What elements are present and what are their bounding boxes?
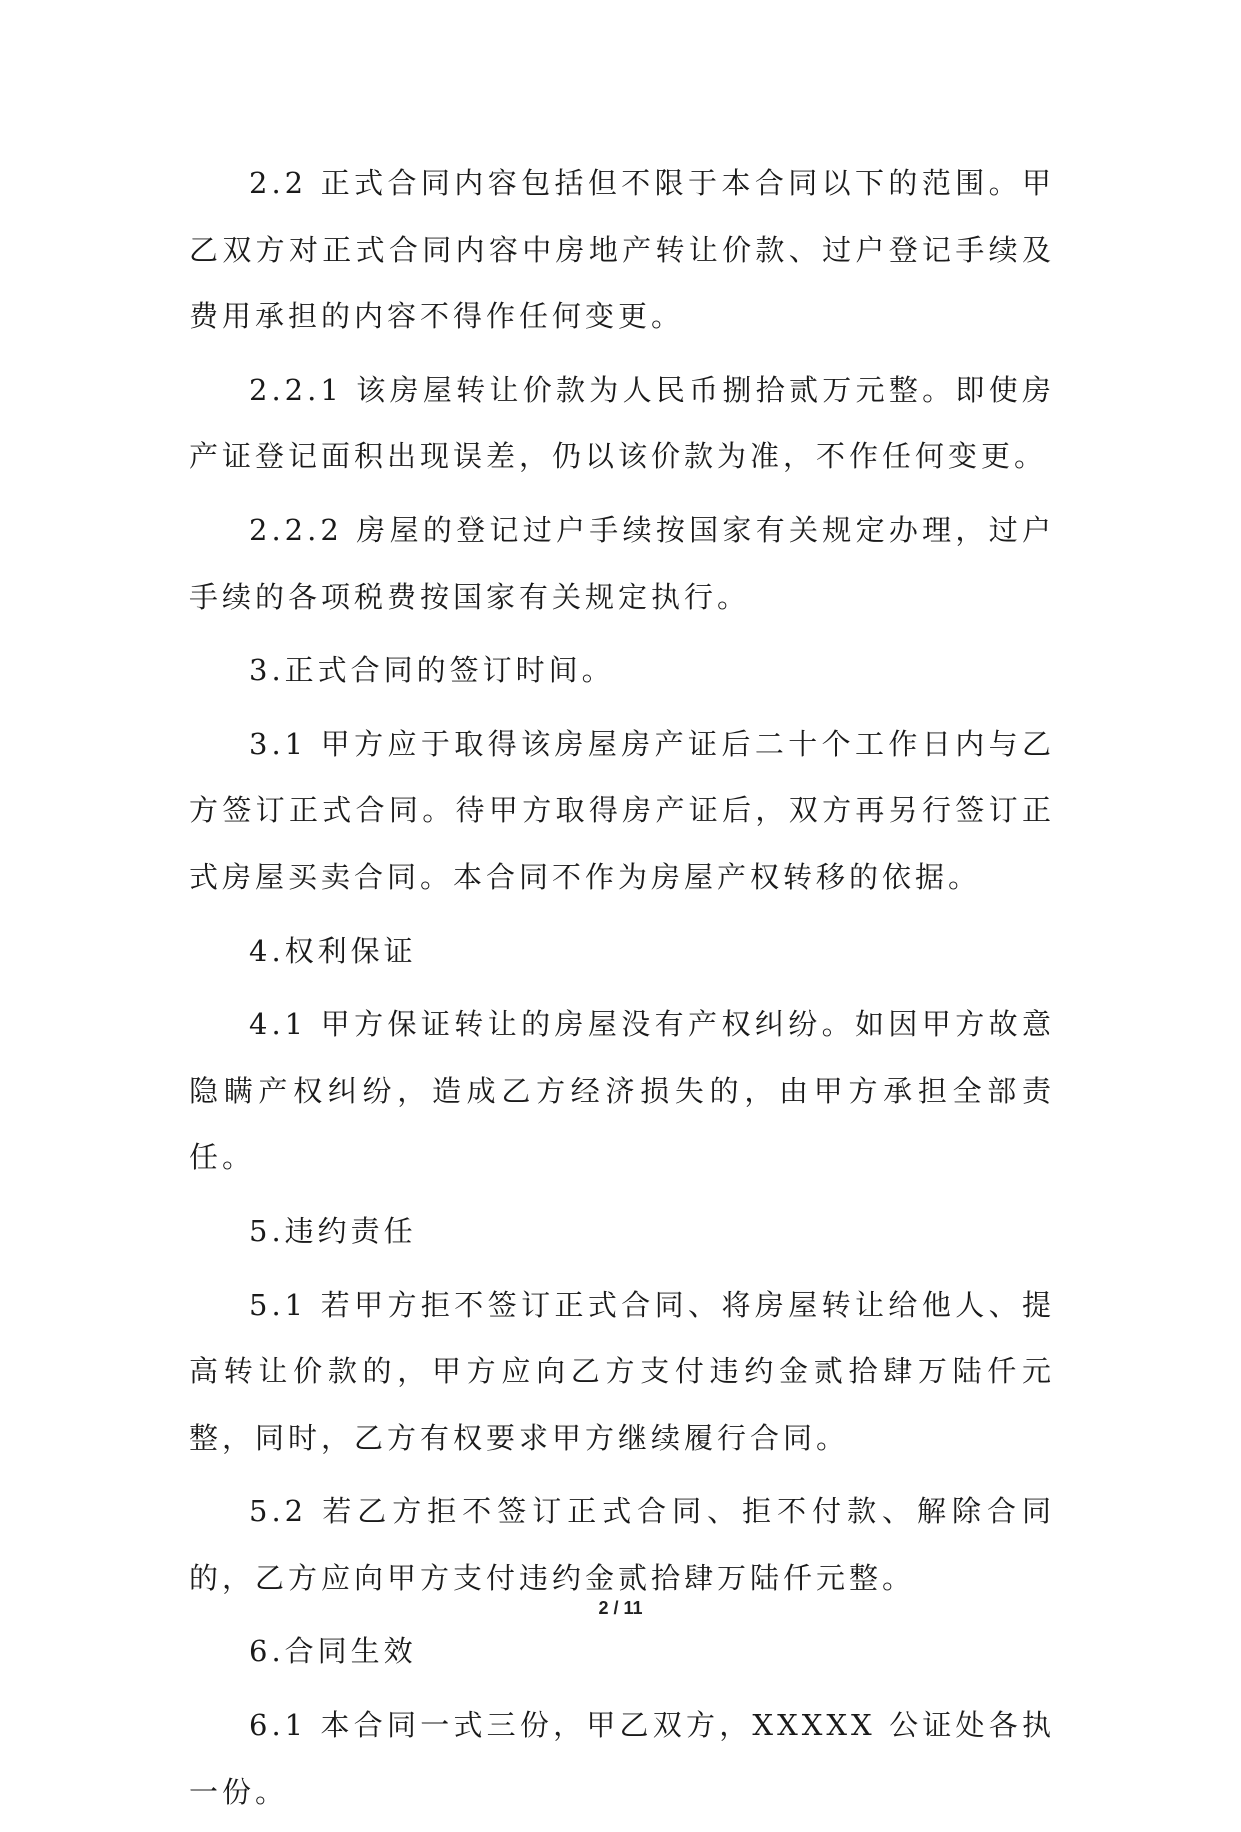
section-4-heading: 4.权利保证 — [249, 933, 417, 968]
section-6-heading: 6.合同生效 — [249, 1634, 417, 1669]
clause-2-2: 2.2 正式合同内容包括但不限于本合同以下的范围。甲乙双方对正式合同内容中房地产转让价款、过户登记手续及费用承担的内容不得作任何变更。 — [189, 166, 1055, 334]
section-3-heading: 3.正式合同的签订时间。 — [249, 653, 615, 688]
clause-5-2: 5.2 若乙方拒不签订正式合同、拒不付款、解除合同的，乙方应向甲方支付违约金贰拾肆万陆仟元整。 — [189, 1494, 1055, 1595]
clause-4-1: 4.1 甲方保证转让的房屋没有产权纠纷。如因甲方故意隐瞒产权纠纷，造成乙方经济损失的，由甲方承担全部责任。 — [189, 1007, 1055, 1175]
clause-2-2-1: 2.2.1 该房屋转让价款为人民币捌拾贰万元整。即使房产证登记面积出现误差，仍以该价款为准，不作任何变更。 — [189, 372, 1055, 474]
page-number: 2 / 11 — [598, 1598, 643, 1618]
clause-2-2-2: 2.2.2 房屋的登记过户手续按国家有关规定办理，过户手续的各项税费按国家有关规定执行。 — [189, 512, 1055, 614]
clause-6-1: 6.1 本合同一式三份，甲乙双方，XXXXX 公证处各执一份。 — [189, 1708, 1055, 1809]
document-body — [189, 150, 1055, 1832]
section-5-heading: 5.违约责任 — [249, 1213, 417, 1248]
clause-3-1: 3.1 甲方应于取得该房屋房产证后二十个工作日内与乙方签订正式合同。待甲方取得房产证后，双方再另行签订正式房屋买卖合同。本合同不作为房屋产权转移的依据。 — [189, 726, 1055, 894]
clause-5-1: 5.1 若甲方拒不签订正式合同、将房屋转让给他人、提高转让价款的，甲方应向乙方支付违约金贰拾肆万陆仟元整，同时，乙方有权要求甲方继续履行合同。 — [189, 1287, 1055, 1455]
